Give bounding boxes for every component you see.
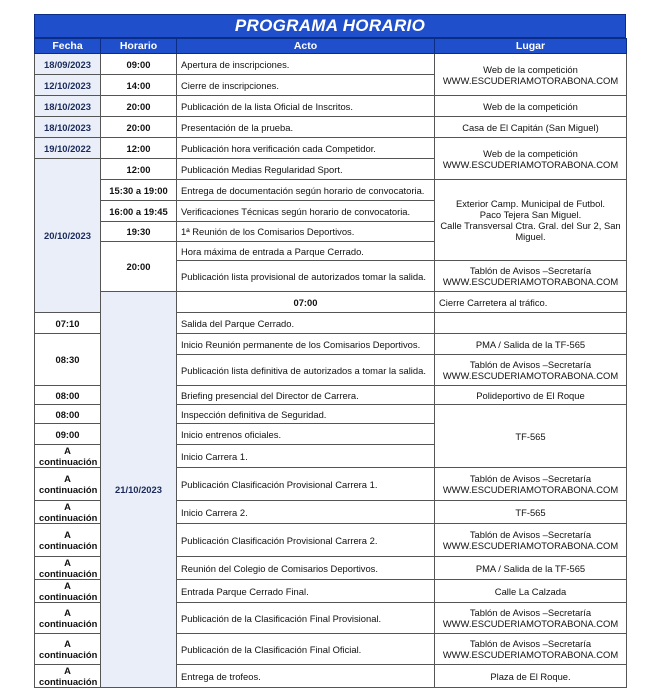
place-cell: TF-565 (435, 501, 627, 524)
act-cell: Apertura de inscripciones. (177, 54, 435, 75)
time-cell: A continuación (35, 468, 101, 501)
time-cell: 20:00 (101, 96, 177, 117)
time-cell: 09:00 (101, 54, 177, 75)
time-cell: 08:00 (35, 386, 101, 405)
header-row (35, 39, 627, 54)
act-cell: Publicación hora verificación cada Competidor. (177, 138, 435, 159)
act-cell: Cierre Carretera al tráfico. (435, 292, 627, 313)
time-cell: A continuación (35, 665, 101, 688)
act-cell: Inicio Carrera 1. (177, 445, 435, 468)
time-cell: A continuación (35, 524, 101, 557)
time-cell: A continuación (35, 557, 101, 580)
act-cell: Briefing presencial del Director de Carrera. (177, 386, 435, 405)
date-cell: 18/10/2023 (35, 96, 101, 117)
place-cell: Calle La Calzada (435, 580, 627, 603)
schedule-table (34, 38, 627, 688)
time-cell: 16:00 a 19:45 (101, 201, 177, 222)
act-cell: Inicio Reunión permanente de los Comisarios Deportivos. (177, 334, 435, 355)
place-cell: Tablón de Avisos –Secretaría WWW.ESCUDERIAMOTORABONA.COM (435, 355, 627, 386)
table-row (35, 180, 627, 201)
place-cell: Tablón de Avisos –Secretaría WWW.ESCUDERIAMOTORABONA.COM (435, 468, 627, 501)
place-cell: TF-565 (435, 405, 627, 468)
time-cell: 08:00 (35, 405, 101, 424)
place-cell: Tablón de Avisos –Secretaría WWW.ESCUDERIAMOTORABONA.COM (435, 603, 627, 634)
time-cell: 12:00 (101, 159, 177, 180)
time-cell: A continuación (35, 445, 101, 468)
header-acto: Acto (177, 39, 435, 54)
time-cell: 14:00 (101, 75, 177, 96)
time-cell: A continuación (35, 501, 101, 524)
act-cell: Hora máxima de entrada a Parque Cerrado. (177, 242, 435, 261)
date-cell: 18/09/2023 (35, 54, 101, 75)
place-cell: Polideportivo de El Roque (435, 386, 627, 405)
table-row (35, 96, 627, 117)
act-cell: Salida del Parque Cerrado. (177, 313, 435, 334)
time-cell: 20:00 (101, 117, 177, 138)
place-cell: PMA / Salida de la TF-565 (435, 334, 627, 355)
time-cell: A continuación (35, 580, 101, 603)
place-cell: Tablón de Avisos –Secretaría WWW.ESCUDERIAMOTORABONA.COM (435, 261, 627, 292)
act-cell: Reunión del Colegio de Comisarios Deportivos. (177, 557, 435, 580)
date-cell: 12/10/2023 (35, 75, 101, 96)
date-cell: 20/10/2023 (35, 159, 101, 313)
act-cell: Inicio entrenos oficiales. (177, 424, 435, 445)
time-cell: A continuación (35, 603, 101, 634)
page-title: PROGRAMA HORARIO (234, 16, 426, 35)
time-cell: 19:30 (101, 222, 177, 242)
date-cell: 21/10/2023 (101, 292, 177, 688)
act-cell: Verificaciones Técnicas según horario de convocatoria. (177, 201, 435, 222)
place-cell: Web de la competición (435, 96, 627, 117)
act-cell: Publicación Clasificación Provisional Carrera 2. (177, 524, 435, 557)
time-cell: 20:00 (101, 242, 177, 292)
act-cell: Publicación lista definitiva de autorizados a tomar la salida. (177, 355, 435, 386)
place-cell: Tablón de Avisos –Secretaría WWW.ESCUDERIAMOTORABONA.COM (435, 634, 627, 665)
time-cell: 15:30 a 19:00 (101, 180, 177, 201)
table-row (35, 138, 627, 159)
act-cell: Cierre de inscripciones. (177, 75, 435, 96)
act-cell: Inicio Carrera 2. (177, 501, 435, 524)
place-cell: Plaza de El Roque. (435, 665, 627, 688)
table-row (35, 292, 627, 313)
act-cell: Publicación de la lista Oficial de Inscritos. (177, 96, 435, 117)
header-lugar: Lugar (435, 39, 627, 54)
title-bar (34, 14, 626, 38)
act-cell: Inspección definitiva de Seguridad. (177, 405, 435, 424)
header-horario: Horario (101, 39, 177, 54)
act-cell: Entrada Parque Cerrado Final. (177, 580, 435, 603)
place-cell: Casa de El Capitán (San Miguel) (435, 117, 627, 138)
place-cell: Exterior Camp. Municipal de Futbol. Paco Tejera San Miguel. Calle Transversal Ctra. Gral. del Sur 2, San Miguel. (435, 180, 627, 261)
place-cell: Web de la competición WWW.ESCUDERIAMOTORABONA.COM (435, 54, 627, 96)
act-cell: Publicación Medias Regularidad Sport. (177, 159, 435, 180)
header-fecha: Fecha (35, 39, 101, 54)
time-cell: 12:00 (101, 138, 177, 159)
place-cell: PMA / Salida de la TF-565 (435, 557, 627, 580)
act-cell: Publicación de la Clasificación Final Provisional. (177, 603, 435, 634)
time-cell: 08:30 (35, 334, 101, 386)
act-cell: Entrega de documentación según horario de convocatoria. (177, 180, 435, 201)
act-cell: Publicación de la Clasificación Final Oficial. (177, 634, 435, 665)
time-cell: 07:10 (35, 313, 101, 334)
table-row (35, 117, 627, 138)
time-cell: 09:00 (35, 424, 101, 445)
place-cell: Tablón de Avisos –Secretaría WWW.ESCUDERIAMOTORABONA.COM (435, 524, 627, 557)
time-cell: 07:00 (177, 292, 435, 313)
act-cell: 1ª Reunión de los Comisarios Deportivos. (177, 222, 435, 242)
time-cell: A continuación (35, 634, 101, 665)
table-row (35, 54, 627, 75)
act-cell: Publicación lista provisional de autorizados tomar la salida. (177, 261, 435, 292)
act-cell: Entrega de trofeos. (177, 665, 435, 688)
act-cell: Publicación Clasificación Provisional Carrera 1. (177, 468, 435, 501)
act-cell: Presentación de la prueba. (177, 117, 435, 138)
date-cell: 19/10/2022 (35, 138, 101, 159)
date-cell: 18/10/2023 (35, 117, 101, 138)
place-cell: Web de la competición WWW.ESCUDERIAMOTORABONA.COM (435, 138, 627, 180)
